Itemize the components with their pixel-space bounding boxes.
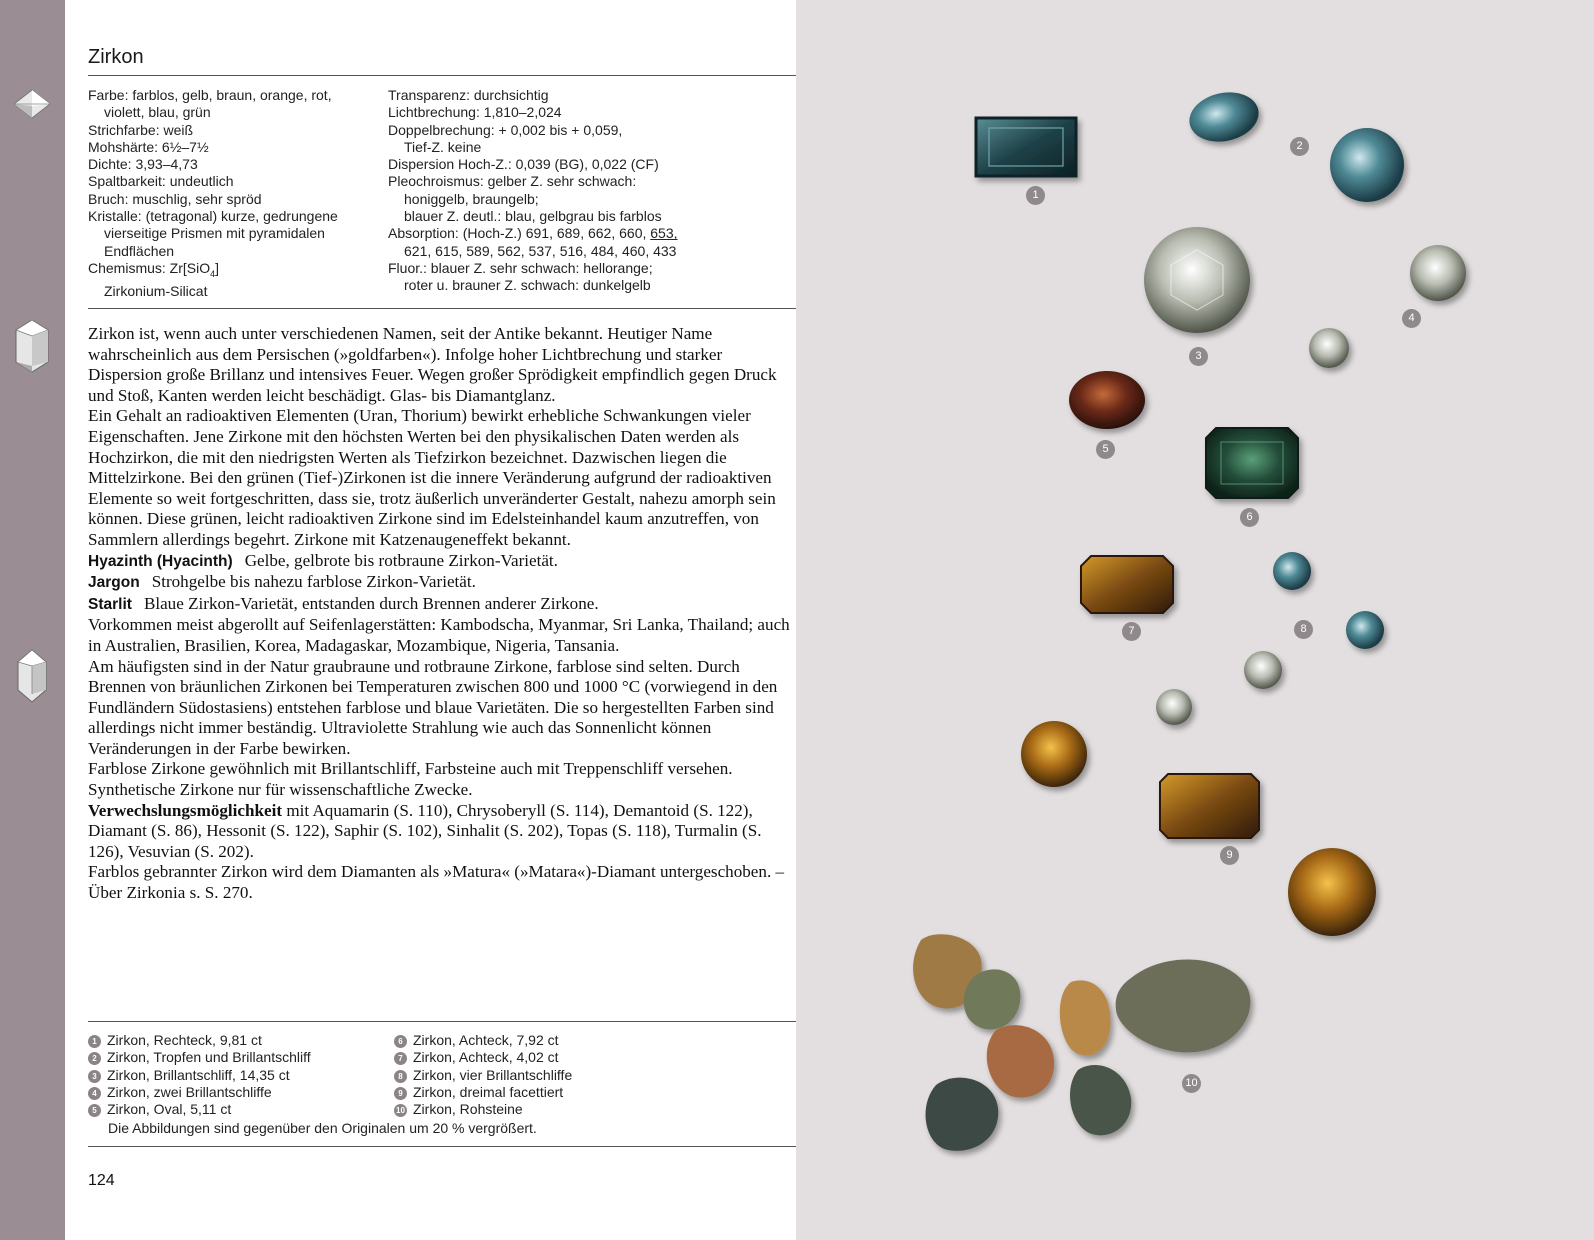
property-line: Dispersion Hoch-Z.: 0,039 (BG), 0,022 (CF)	[388, 156, 659, 173]
property-line: Fluor.: blauer Z. sehr schwach: hellorange;	[388, 259, 653, 276]
figure-number-badge: 4	[1402, 309, 1421, 328]
gem-2-pear	[1185, 86, 1263, 148]
figure-note: Die Abbildungen sind gegenüber den Originalen um 20 % vergrößert.	[108, 1120, 537, 1136]
gem-7-octagon	[1081, 556, 1173, 613]
gemstone-photo	[796, 0, 1594, 1240]
page-title: Zirkon	[88, 46, 144, 68]
page-number: 124	[88, 1172, 115, 1189]
property-line: 621, 615, 589, 562, 537, 516, 484, 460, 433	[404, 242, 677, 259]
legend-divider-bottom	[88, 1146, 797, 1147]
legend-item: 8 Zirkon, vier Brillantschliffe	[394, 1067, 572, 1084]
title-divider	[88, 75, 797, 76]
legend-item: 4 Zirkon, zwei Brillantschliffe	[88, 1084, 311, 1101]
gem-8-brilliant-b	[1346, 611, 1384, 649]
legend-divider-top	[88, 1021, 797, 1022]
body-text	[88, 324, 800, 904]
variety-entry: Hyazinth (Hyacinth) Gelbe, gelbrote bis rotbraune Zirkon-Varietät.	[88, 550, 558, 570]
property-line: Pleochroismus: gelber Z. sehr schwach:	[388, 173, 637, 190]
legend-item: 3 Zirkon, Brillantschliff, 14,35 ct	[88, 1067, 311, 1084]
property-line: honiggelb, braungelb;	[404, 190, 539, 207]
figure-number-badge: 9	[1220, 846, 1239, 865]
zircon-crystal-icon	[12, 648, 52, 704]
octahedron-crystal-icon	[12, 84, 52, 124]
property-line: Mohshärte: 6½–7½	[88, 138, 209, 155]
gem-8-brilliant-c	[1244, 651, 1282, 689]
property-line: Bruch: muschlig, sehr spröd	[88, 190, 262, 207]
paragraph: Farblos gebrannter Zirkon wird dem Diamanten als »Matura« (»Matara«)-Diamant untergeschoben. – Über Zirkonia s. S. 270.	[88, 862, 785, 903]
section-tab-bar	[0, 0, 65, 1240]
legend-item: 6 Zirkon, Achteck, 7,92 ct	[394, 1032, 572, 1049]
gem-1-rectangle	[976, 118, 1076, 176]
gem-10-rough-stones	[913, 934, 1250, 1151]
figure-number-badge: 8	[1294, 620, 1313, 639]
figure-number-badge: 3	[1189, 347, 1208, 366]
properties-divider	[88, 308, 797, 309]
legend-item: 5 Zirkon, Oval, 5,11 ct	[88, 1101, 311, 1118]
property-line: Tief-Z. keine	[404, 138, 482, 155]
property-line: Spaltbarkeit: undeutlich	[88, 173, 234, 190]
text-page	[65, 0, 796, 1240]
figure-number-badge: 7	[1122, 622, 1141, 641]
paragraph: Am häufigsten sind in der Natur graubraune und rotbraune Zirkone, farblose sind selten. Durch Brennen von bräunlichen Zirkonen bei Temperaturen zwischen 800 und 1000 °C (vorwiegend in den Fundländern Südostasiens) entstehen farblose und blaue Varietäten. Die so hergestellten Farben sind allerdings nicht immer beständig. Ultraviolette Strahlung wie auch das Sonnenlicht können Veränderungen in der Farbe bewirken.	[88, 656, 778, 758]
figure-number-badge: 1	[1026, 186, 1045, 205]
gem-2-round	[1330, 128, 1404, 202]
legend-right	[394, 1032, 572, 1118]
legend-item: 7 Zirkon, Achteck, 4,02 ct	[394, 1049, 572, 1066]
prism-crystal-icon	[12, 318, 52, 374]
gem-9-round-brown	[1288, 848, 1376, 936]
property-line: Chemismus: Zr[SiO$_4$]	[88, 259, 220, 279]
paragraph: Verwechslungsmöglichkeit mit Aquamarin (S. 110), Chrysoberyll (S. 114), Demantoid (S. 122), Diamant (S. 86), Hessonit (S. 122), Saphir (S. 102), Sinhalit (S. 202), Topas (S. 118), Turmalin (S. 126), Vesuvian (S. 202).	[88, 800, 762, 861]
figure-number-badge: 6	[1240, 508, 1259, 527]
variety-entry: Jargon Strohgelbe bis nahezu farblose Zirkon-Varietät.	[88, 572, 476, 592]
legend-item: 9 Zirkon, dreimal facettiert	[394, 1084, 572, 1101]
property-line: Zirkonium-Silicat	[104, 283, 208, 300]
paragraph: Zirkon ist, wenn auch unter verschiedenen Namen, seit der Antike bekannt. Heutiger Name wahrscheinlich aus dem Persischen (»goldfarben«). Infolge hoher Lichtbrechung und starker Dispersion große Brillanz und intensives Feuer. Wegen großer Sprödigkeit empfindlich gegen Druck und Stoß, Kanten werden leicht beschädigt. Glas- bis Diamantglanz.	[88, 324, 777, 405]
paragraph: Vorkommen meist abgerollt auf Seifenlagerstätten: Kambodscha, Myanmar, Sri Lanka, Thailand; auch in Australien, Brasilien, Korea, Madagaskar, Mozambique, Nigeria, Tansania.	[88, 615, 790, 655]
property-line: Farbe: farblos, gelb, braun, orange, rot,	[88, 87, 332, 103]
figure-number-badge: 5	[1096, 440, 1115, 459]
gem-3-brilliant	[1144, 227, 1250, 333]
gem-4-brilliant-a	[1410, 245, 1466, 301]
legend-item: 2 Zirkon, Tropfen und Brillantschliff	[88, 1049, 311, 1066]
legend-item: 10 Zirkon, Rohsteine	[394, 1101, 572, 1118]
figure-number-badge: 10	[1182, 1074, 1201, 1093]
gem-6-octagon	[1206, 428, 1298, 498]
gem-9-rectangle	[1160, 774, 1259, 838]
property-line: Lichtbrechung: 1,810–2,024	[388, 104, 562, 121]
property-line: Doppelbrechung: + 0,002 bis + 0,059,	[388, 121, 623, 138]
gemstone-photo-page	[796, 0, 1594, 1240]
paragraph: Ein Gehalt an radioaktiven Elementen (Uran, Thorium) bewirkt erhebliche Schwankungen vieler Eigenschaften. Jene Zirkone mit den höchsten Werten bei den physikalischen Daten werden als Hochzirkon, die mit den niedrigsten Werten als Tiefzirkon bezeichnet. Dazwischen liegen die Mittelzirkone. Bei den grünen (Tief-)Zirkonen ist die innere Veränderung aufgrund der radioaktiven Elemente so weit fortgeschritten, dass sie, trotz äußerlich unveränderter Gestalt, nahezu amorph sein können. Diese grünen, leicht radioaktiven Zirkone sind im Edelsteinhandel kaum anzutreffen, von Sammlern allerdings begehrt. Zirkone mit Katzenaugeneffekt bekannt.	[88, 406, 776, 549]
property-line: Transparenz: durchsichtig	[388, 87, 549, 103]
gem-5-oval	[1069, 371, 1145, 429]
property-line: violett, blau, grün	[104, 104, 211, 121]
property-line: Dichte: 3,93–4,73	[88, 156, 198, 173]
property-line: roter u. brauner Z. schwach: dunkelgelb	[404, 277, 651, 294]
legend-item: 1 Zirkon, Rechteck, 9,81 ct	[88, 1032, 311, 1049]
properties-right-column	[388, 87, 678, 295]
gem-8-brilliant-a	[1273, 552, 1311, 590]
property-line: blauer Z. deutl.: blau, gelbgrau bis farblos	[404, 208, 662, 225]
property-line: Endflächen	[104, 242, 175, 259]
property-line: Strichfarbe: weiß	[88, 121, 194, 138]
gem-9-round-amber	[1021, 721, 1087, 787]
properties-left-column	[88, 87, 338, 300]
gem-4-brilliant-b	[1309, 328, 1349, 368]
legend-left	[88, 1032, 311, 1118]
figure-number-badge: 2	[1290, 137, 1309, 156]
gem-8-brilliant-d	[1156, 689, 1192, 725]
variety-entry: Starlit Blaue Zirkon-Varietät, entstanden durch Brennen anderer Zirkone.	[88, 593, 599, 613]
paragraph: Farblose Zirkone gewöhnlich mit Brillantschliff, Farbsteine auch mit Treppenschliff versehen. Synthetische Zirkone nur für wissenschaftliche Zwecke.	[88, 759, 733, 800]
property-line: Kristalle: (tetragonal) kurze, gedrungene	[88, 208, 338, 225]
property-line: Absorption: (Hoch-Z.) 691, 689, 662, 660, 653,	[388, 225, 678, 242]
property-line: vierseitige Prismen mit pyramidalen	[104, 225, 325, 242]
